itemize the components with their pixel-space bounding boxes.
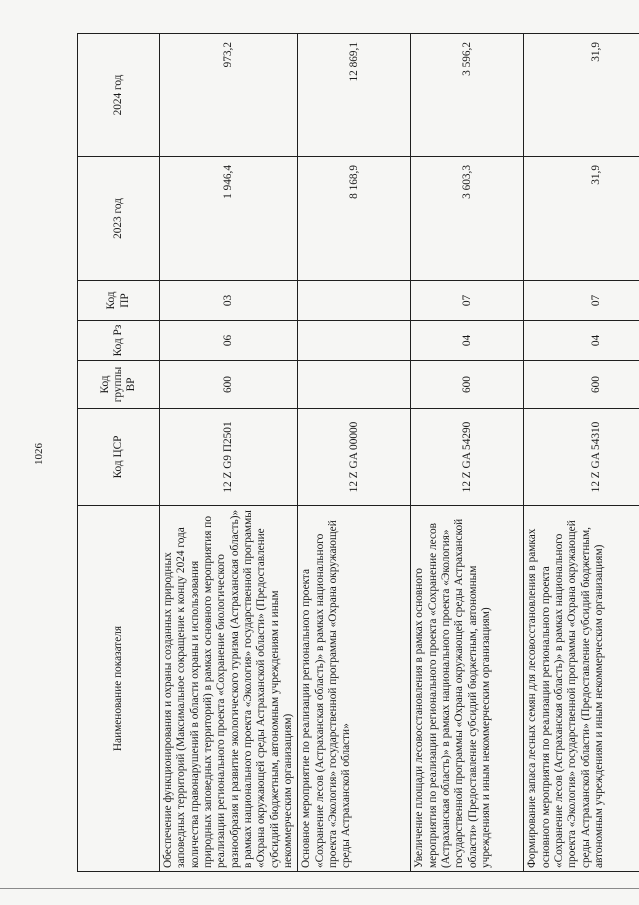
row-vr: 600 (160, 361, 298, 409)
page-number: 1026 (33, 443, 45, 465)
row-rz: 04 (524, 321, 639, 361)
row-2023: 3 603,3 (411, 157, 524, 281)
row-rz (298, 321, 411, 361)
row-2024: 31,9 (524, 34, 639, 157)
row-2023: 1 946,4 (160, 157, 298, 281)
table-row (160, 34, 298, 872)
row-pr: 03 (160, 281, 298, 321)
header-2023: 2023 год (78, 157, 160, 281)
header-name: Наименование показателя (78, 506, 160, 872)
row-csr: 12 Z GA 54290 (411, 409, 524, 506)
row-csr: 12 Z G9 П2501 (160, 409, 298, 506)
header-pr: Код ПР (78, 281, 160, 321)
row-pr: 07 (411, 281, 524, 321)
row-name: Основное мероприятие по реализации регионального проекта «Сохранение лесов (Астраханская область)» в рамках национального проекта «Экология» государственной программы «Охрана окружающей среды Астраханской области» (298, 506, 411, 872)
header-rz: Код Рз (78, 321, 160, 361)
row-rz: 06 (160, 321, 298, 361)
row-2024: 12 869,1 (298, 34, 411, 157)
row-2024: 3 596,2 (411, 34, 524, 157)
table-row (411, 34, 524, 872)
bottom-divider (0, 888, 639, 889)
row-csr: 12 Z GA 54310 (524, 409, 639, 506)
table-row (524, 34, 639, 872)
table-header-row (78, 34, 160, 872)
row-vr: 600 (524, 361, 639, 409)
header-csr: Код ЦСР (78, 409, 160, 506)
header-vr: Код группы ВР (78, 361, 160, 409)
row-2024: 973,2 (160, 34, 298, 157)
row-pr (298, 281, 411, 321)
row-2023: 8 168,9 (298, 157, 411, 281)
row-vr: 600 (411, 361, 524, 409)
row-2023: 31,9 (524, 157, 639, 281)
row-name: Формирование запаса лесных семян для лесовосстановления в рамках основного мероприятия по реализации регионального проекта «Сохранение лесов (Астраханская область)» в рамках национального проекта «Экология» государственной программы «Охрана окружающей среды Астраханской области» (Предоставление субсидий бюджетным, автономным учреждениям и иным некоммерческим организациям) (524, 506, 639, 872)
header-2024: 2024 год (78, 34, 160, 157)
row-name: Увеличение площади лесовосстановления в рамках основного мероприятия по реализации регионального проекта «Сохранение лесов (Астраханская область)» в рамках национального проекта «Экология» государственной программы «Охрана окружающей среды Астраханской области» (Предоставление субсидий бюджетным, автономным учреждениям и иным некоммерческим организациям) (411, 506, 524, 872)
table-row (298, 34, 411, 872)
row-name: Обеспечение функционирования и охраны созданных природных заповедных территорий (Максимальное сокращение к концу 2024 года количества правонарушений в области охраны и использования природных заповедных территорий) в рамках основного мероприятия по реализации регионального проекта «Сохранение биологического разнообразия и развитие экологического туризма (Астраханская область)» в рамках национального проекта «Экология» государственной программы «Охрана окружающей среды Астраханской области» (Предоставление субсидий бюджетным, автономным учреждениям и иным некоммерческим организациям) (160, 506, 298, 872)
row-pr: 07 (524, 281, 639, 321)
rotated-budget-table-container (77, 34, 605, 872)
row-vr (298, 361, 411, 409)
row-rz: 04 (411, 321, 524, 361)
row-csr: 12 Z GA 00000 (298, 409, 411, 506)
budget-table (77, 33, 639, 872)
